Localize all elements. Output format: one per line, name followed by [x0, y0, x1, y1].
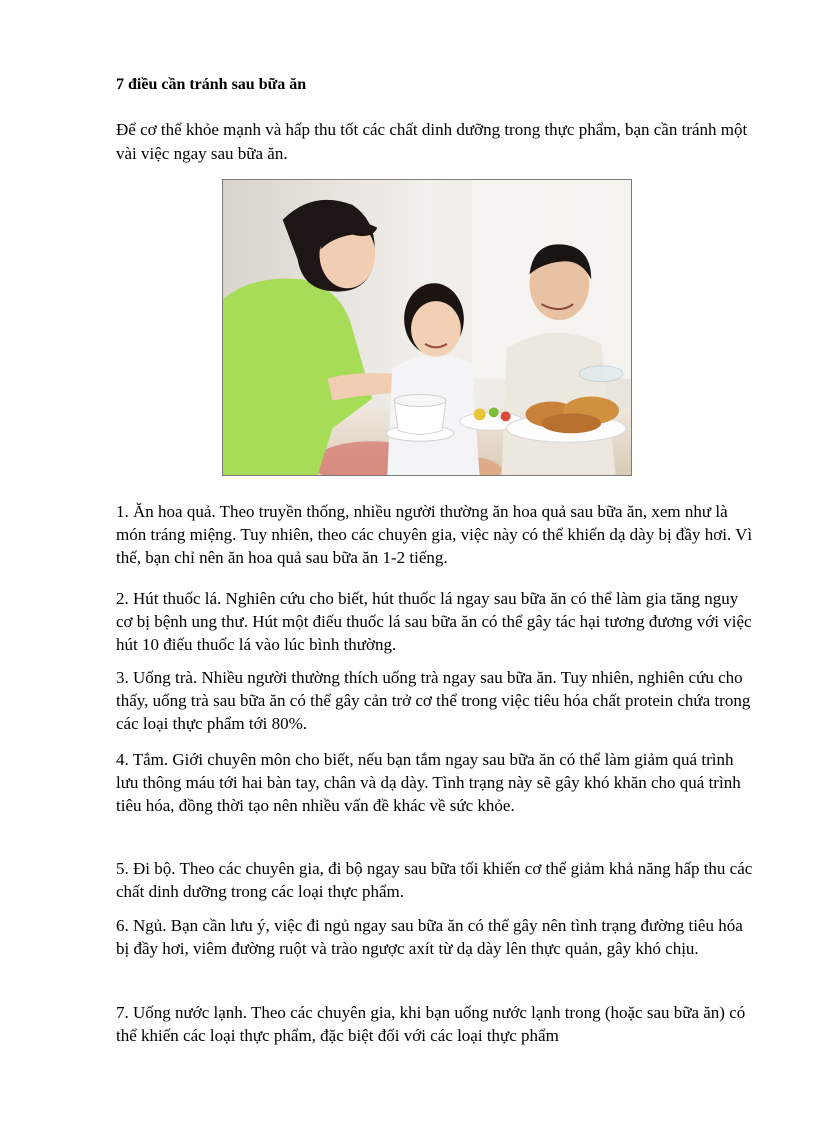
article-intro: Để cơ thể khỏe mạnh và hấp thu tốt các chất dinh dưỡng trong thực phẩm, bạn cần tránh một vài việc ngay sau bữa ăn. — [116, 120, 748, 163]
article-title: 7 điều cần tránh sau bữa ăn — [116, 76, 307, 93]
paragraph-7: 7. Uống nước lạnh. Theo các chuyên gia, khi bạn uống nước lạnh trong (hoặc sau bữa ăn) có thể khiến các loại thực phẩm, đặc biệt đối với các loại thực phẩm — [116, 1003, 746, 1045]
family-meal-illustration — [223, 180, 631, 475]
paragraph-4: 4. Tắm. Giới chuyên môn cho biết, nếu bạn tắm ngay sau bữa ăn có thể làm giảm quá trình lưu thông máu tới hai bàn tay, chân và dạ dày. Tình trạng này sẽ gây khó khăn cho quá trình tiêu hóa, đồng thời tạo nên nhiều vấn đề khác về sức khỏe. — [116, 750, 741, 815]
paragraph-1: 1. Ăn hoa quả. Theo truyền thống, nhiều người thường ăn hoa quả sau bữa ăn, xem như là món tráng miệng. Tuy nhiên, theo các chuyên gia, việc này có thể khiến dạ dày bị đầy hơi. Vì thế, bạn chỉ nên ăn hoa quả sau bữa ăn 1-2 tiếng. — [116, 502, 753, 567]
paragraph-3: 3. Uống trà. Nhiều người thường thích uống trà ngay sau bữa ăn. Tuy nhiên, nghiên cứu cho thấy, uống trà sau bữa ăn có thể gây cản trở cơ thể trong việc tiêu hóa chất protein chứa trong các loại thực phẩm tới 80%. — [116, 668, 751, 733]
paragraph-6: 6. Ngủ. Bạn cần lưu ý, việc đi ngủ ngay sau bữa ăn có thể gây nên tình trạng đường tiêu hóa bị đầy hơi, viêm đường ruột và trào ngược axít từ dạ dày lên thực quản, gây khó chịu. — [116, 916, 743, 958]
paragraph-5: 5. Đi bộ. Theo các chuyên gia, đi bộ ngay sau bữa tối khiến cơ thể giảm khả năng hấp thu các chất dinh dưỡng trong các loại thực phẩm. — [116, 859, 753, 901]
paragraph-2: 2. Hút thuốc lá. Nghiên cứu cho biết, hút thuốc lá ngay sau bữa ăn có thể làm gia tăng nguy cơ bị bệnh ung thư. Hút một điếu thuốc lá sau bữa ăn có thể gây tác hại tương đương với việc hút 10 điếu thuốc lá vào lúc bình thường. — [116, 589, 752, 654]
family-meal-photo — [222, 179, 632, 476]
